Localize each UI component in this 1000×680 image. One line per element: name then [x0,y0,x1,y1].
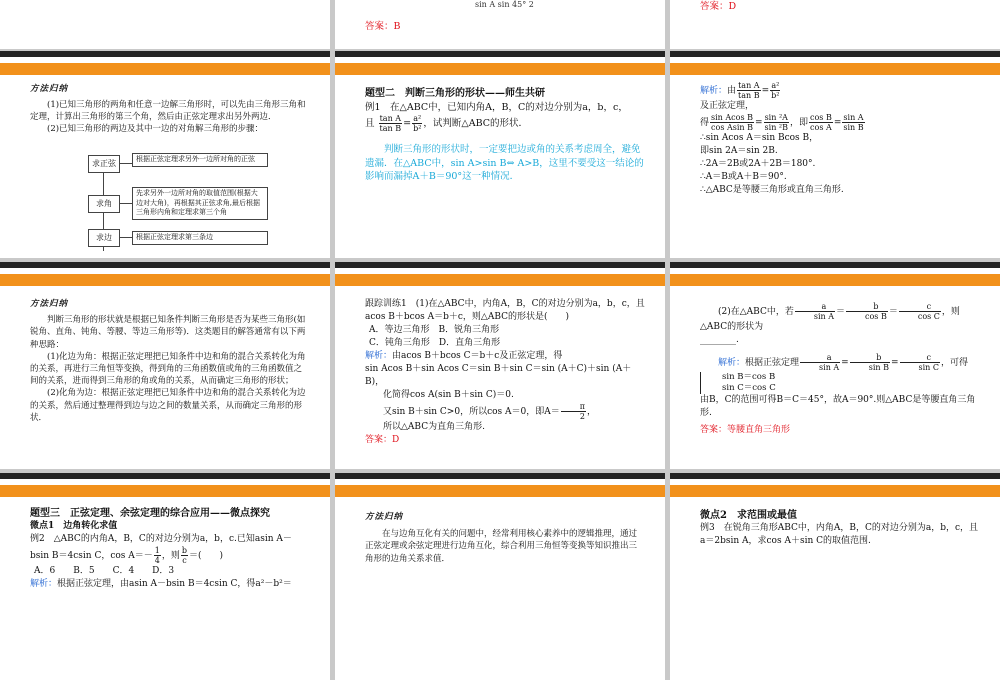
solution-line: 所以△ABC为直角三角形. [383,422,485,432]
solution-label: 解析： [700,86,728,96]
hint-note: 判断三角形的形状时，一定要把边或角的关系考虑周全，避免遗漏．在△ABC中，sin A>sin B⇔ A>B，这里不要受这一结论的影响而漏掉A＋B＝90°这一种情况． [365,144,644,182]
solution-line: 及正弦定理， [700,101,755,111]
section-title: 题型三 正弦定理、余弦定理的综合应用——微点探究 [30,508,270,519]
top-formula-fragment: sin A sin 45° 2 [475,0,534,9]
slide-type3-example2: 题型三 正弦定理、余弦定理的综合应用——微点探究 微点1 边角转化求值 例2 △ABC的内角A，B，C的对边分别为a，b，c.已知asin A－bsin B＝4csin C，cos A＝－ $\frac{1}{4}$ ，则 $\frac{b}{c}$ ＝( ) A．6 B．5 C．4 D．3 解析：根据正弦定理，由asin A－bsin B＝4csin C，得a²－b²＝ [0,473,330,680]
example-condition: 且 $\frac{\text{tan A}}{\text{tan B}}$ = $\frac{\text{a²}}{\text{b²}}$ ，试判断△ABC的形状． [365,114,528,133]
slide-practice1: 跟踪训练1 (1)在△ABC中，内角A，B，C的对边分别为a，b，c，且acos B＋bcos A＝b＋c，则△ABC的形状是( ) A．等边三角形 B．锐角三角形 C．钝角三角形 D．直角三角形 解析：由acos B＋bcos C＝b＋c及正弦定理，得 sin Acos B＋sin Acos C＝sin B＋sin C＝sin (A＋C)＋sin (A＋B)， 化简得cos A(sin B＋sin C)＝0. 又sin B＋sin C>0，所以cos A＝0，即A＝ $\frac{\pi}{2}$ ， 所以△ABC为直角三角形. 答案：D [335,262,665,469]
method-paragraph-1: (1)已知三角形的两角和任意一边解三角形时，可以先由三角形三角和定理，计算出三角形的第三个角，然后由正弦定理求出另外两边． [30,100,306,122]
solution-line: 化简得cos A(sin B＋sin C)＝0. [383,390,514,400]
section-title: 题型二 判断三角形的形状——师生共研 [365,88,545,99]
slide-type2-example [335,51,665,258]
question-text: (2)在△ABC中，若 $\frac{a}{\text{sin A}}$ ＝ $\frac{b}{\text{cos B}}$ ＝ $\frac{c}{\text{cos C}}$ ，则△ABC的形状为 [700,302,960,332]
method-paragraph-0: 判断三角形的形状就是根据已知条件判断三角形是否为某些三角形(如锐角、直角、钝角、等腰、等边三角形等)．这类题目的解答通常有以下两种思路： [30,315,306,350]
slide-top-middle [335,0,665,49]
solution-line: 由B，C的范围可得B＝C＝45°，故A＝90°.则△ABC是等腰直角三角形. [700,395,976,418]
option-a: A．等边三角形 [369,325,430,335]
flow-node-sine: 求正弦 [88,155,120,173]
answer-label: 答案：等腰直角三角形 [700,425,791,435]
solution-label: 解析： [365,351,393,361]
method-heading: 方法归纳 [30,299,69,309]
flow-node-side: 求边 [88,229,120,247]
flowchart [88,151,288,258]
answer-label: 答案：D [700,1,737,12]
method-heading: 方法归纳 [30,84,69,94]
solution-line: ∴A＝B或A＋B＝90°. [700,172,787,182]
method-paragraph-1: (1)化边为角：根据正弦定理把已知条件中边和角的混合关系转化为角的关系，再进行三角恒等变换，得到角的三角函数值或角的三角函数值之间的关系，进而得到三角形的角或角的关系，从而确定三角形的形状； [30,351,306,387]
solution-line: 即sin 2A＝sin 2B. [700,146,778,156]
solution-line: ∴sin Acos A＝sin Bcos B， [700,133,819,143]
slide-top-right [670,0,1000,49]
slide-method-solving [0,51,330,258]
solution-line: sin Acos B＋sin Acos C＝sin B＋sin C＝sin (A＋C)＋sin (A＋B)， [365,364,632,387]
flow-box-sine: 根据正弦定理求另外一边所对角的正弦 [132,153,268,167]
brace-system: sin B＝cos B sin C＝cos C [700,372,776,394]
options: A．6 B．5 C．4 D．3 [34,566,175,576]
slide-micro2 [670,473,1000,680]
example-text: 例1 在△ABC中，已知内角A，B，C的对边分别为a，b，c， [365,101,628,113]
solution-line: ∴△ABC是等腰三角形或直角三角形. [700,185,844,195]
slide-method-shape [0,262,330,469]
method-paragraph-2: (2)化角为边：根据正弦定理把已知条件中边和角的混合关系转化为边的关系，然后通过整理得到边与边之间的数量关系，从而确定三角形的形状． [30,388,306,423]
answer-blank: ________. [700,335,739,345]
slide-type2-solution: 解析：由 $\frac{\text{tan A}}{\text{tan B}}$ = $\frac{\text{a²}}{\text{b²}}$ 及正弦定理， 得 $\frac{\text{sin Acos B}}{\text{cos Asin B}}$ = $\frac{\text{sin ²A}}{\text{sin ²B}}$ ，即 $\frac{\text{cos B}}{\text{cos A}}$ = $\frac{\text{sin A}}{\text{sin B}}$ ∴sin Acos A＝sin Bcos B， 即sin 2A＝sin 2B. ∴2A＝2B或2A＋2B＝180°. ∴A＝B或A＋B＝90°. ∴△ABC是等腰三角形或直角三角形. [670,51,1000,258]
flow-box-angle: 先求另外一边所对角的取值范围(根据大边对大角)，再根据其正弦求角,最后根据三角形内角和定理求第三个角 [132,187,268,220]
solution-line: ∴2A＝2B或2A＋2B＝180°. [700,159,816,169]
answer-label: 答案：B [365,21,401,32]
option-b: B．锐角三角形 [438,325,500,335]
flow-node-angle: 求角 [88,195,120,213]
slide-practice1-part2: (2)在△ABC中，若 $\frac{a}{\text{sin A}}$ ＝ $\frac{b}{\text{cos B}}$ ＝ $\frac{c}{\text{cos C}}$ ，则△ABC的形状为 ________. 解析：根据正弦定理 $\frac{a}{\text{sin A}}$ = $\frac{b}{\text{sin B}}$ = $\frac{c}{\text{sin C}}$ ，可得 sin B＝cos B sin C＝cos C 由B，C的范围可得B＝C＝45°，故A＝90°.则△ABC是等腰直角三角形. 答案：等腰直角三角形 [670,262,1000,469]
subsection-title: 微点1 边角转化求值 [30,521,118,531]
method-heading: 方法归纳 [365,512,404,522]
slide-top-left [0,0,330,49]
example-text: 例2 △ABC的内角A，B，C的对边分别为a，b，c.已知asin A－bsin B＝4csin C，cos A＝－ $\frac{1}{4}$ ，则 $\frac{b}{c}$ ＝( ) [30,534,292,565]
solution-line: 又sin B＋sin C>0，所以cos A＝0，即A＝ $\frac{\pi}{2}$ ， [383,402,597,421]
example-text: 例3 在锐角三角形ABC中，内角A，B，C的对边分别为a，b，c，且a＝2bsin A，求cos A＋sin C的取值范围. [700,523,979,546]
solution-line: 得 $\frac{\text{sin Acos B}}{\text{cos Asin B}}$ = $\frac{\text{sin ²A}}{\text{sin ²B}}$ ，即 $\frac{\text{cos B}}{\text{cos A}}$ = $\frac{\text{sin A}}{\text{sin B}}$ [700,113,864,132]
option-d: D．直角三角形 [438,338,501,348]
method-paragraph-2: (2)已知三角形的两边及其中一边的对角解三角形的步骤： [47,124,264,134]
answer-label: 答案：D [365,435,400,445]
practice-question: 跟踪训练1 (1)在△ABC中，内角A，B，C的对边分别为a，b，c，且acos B＋bcos A＝b＋c，则△ABC的形状是( ) [365,299,645,322]
solution-label: 解析： [30,579,58,589]
slide-method-conversion [335,473,665,680]
option-c: C．钝角三角形 [369,338,430,348]
method-paragraph: 在与边角互化有关的问题中，经常利用核心素养中的逻辑推理，通过正弦定理或余弦定理进行边角互化，综合利用三角恒等变换等知识推出三角形的边角关系求值． [365,528,638,564]
subsection-title: 微点2 求范围或最值 [700,510,797,521]
flow-box-side: 根据正弦定理求第三条边 [132,231,268,245]
solution-label: 解析： [718,358,746,368]
